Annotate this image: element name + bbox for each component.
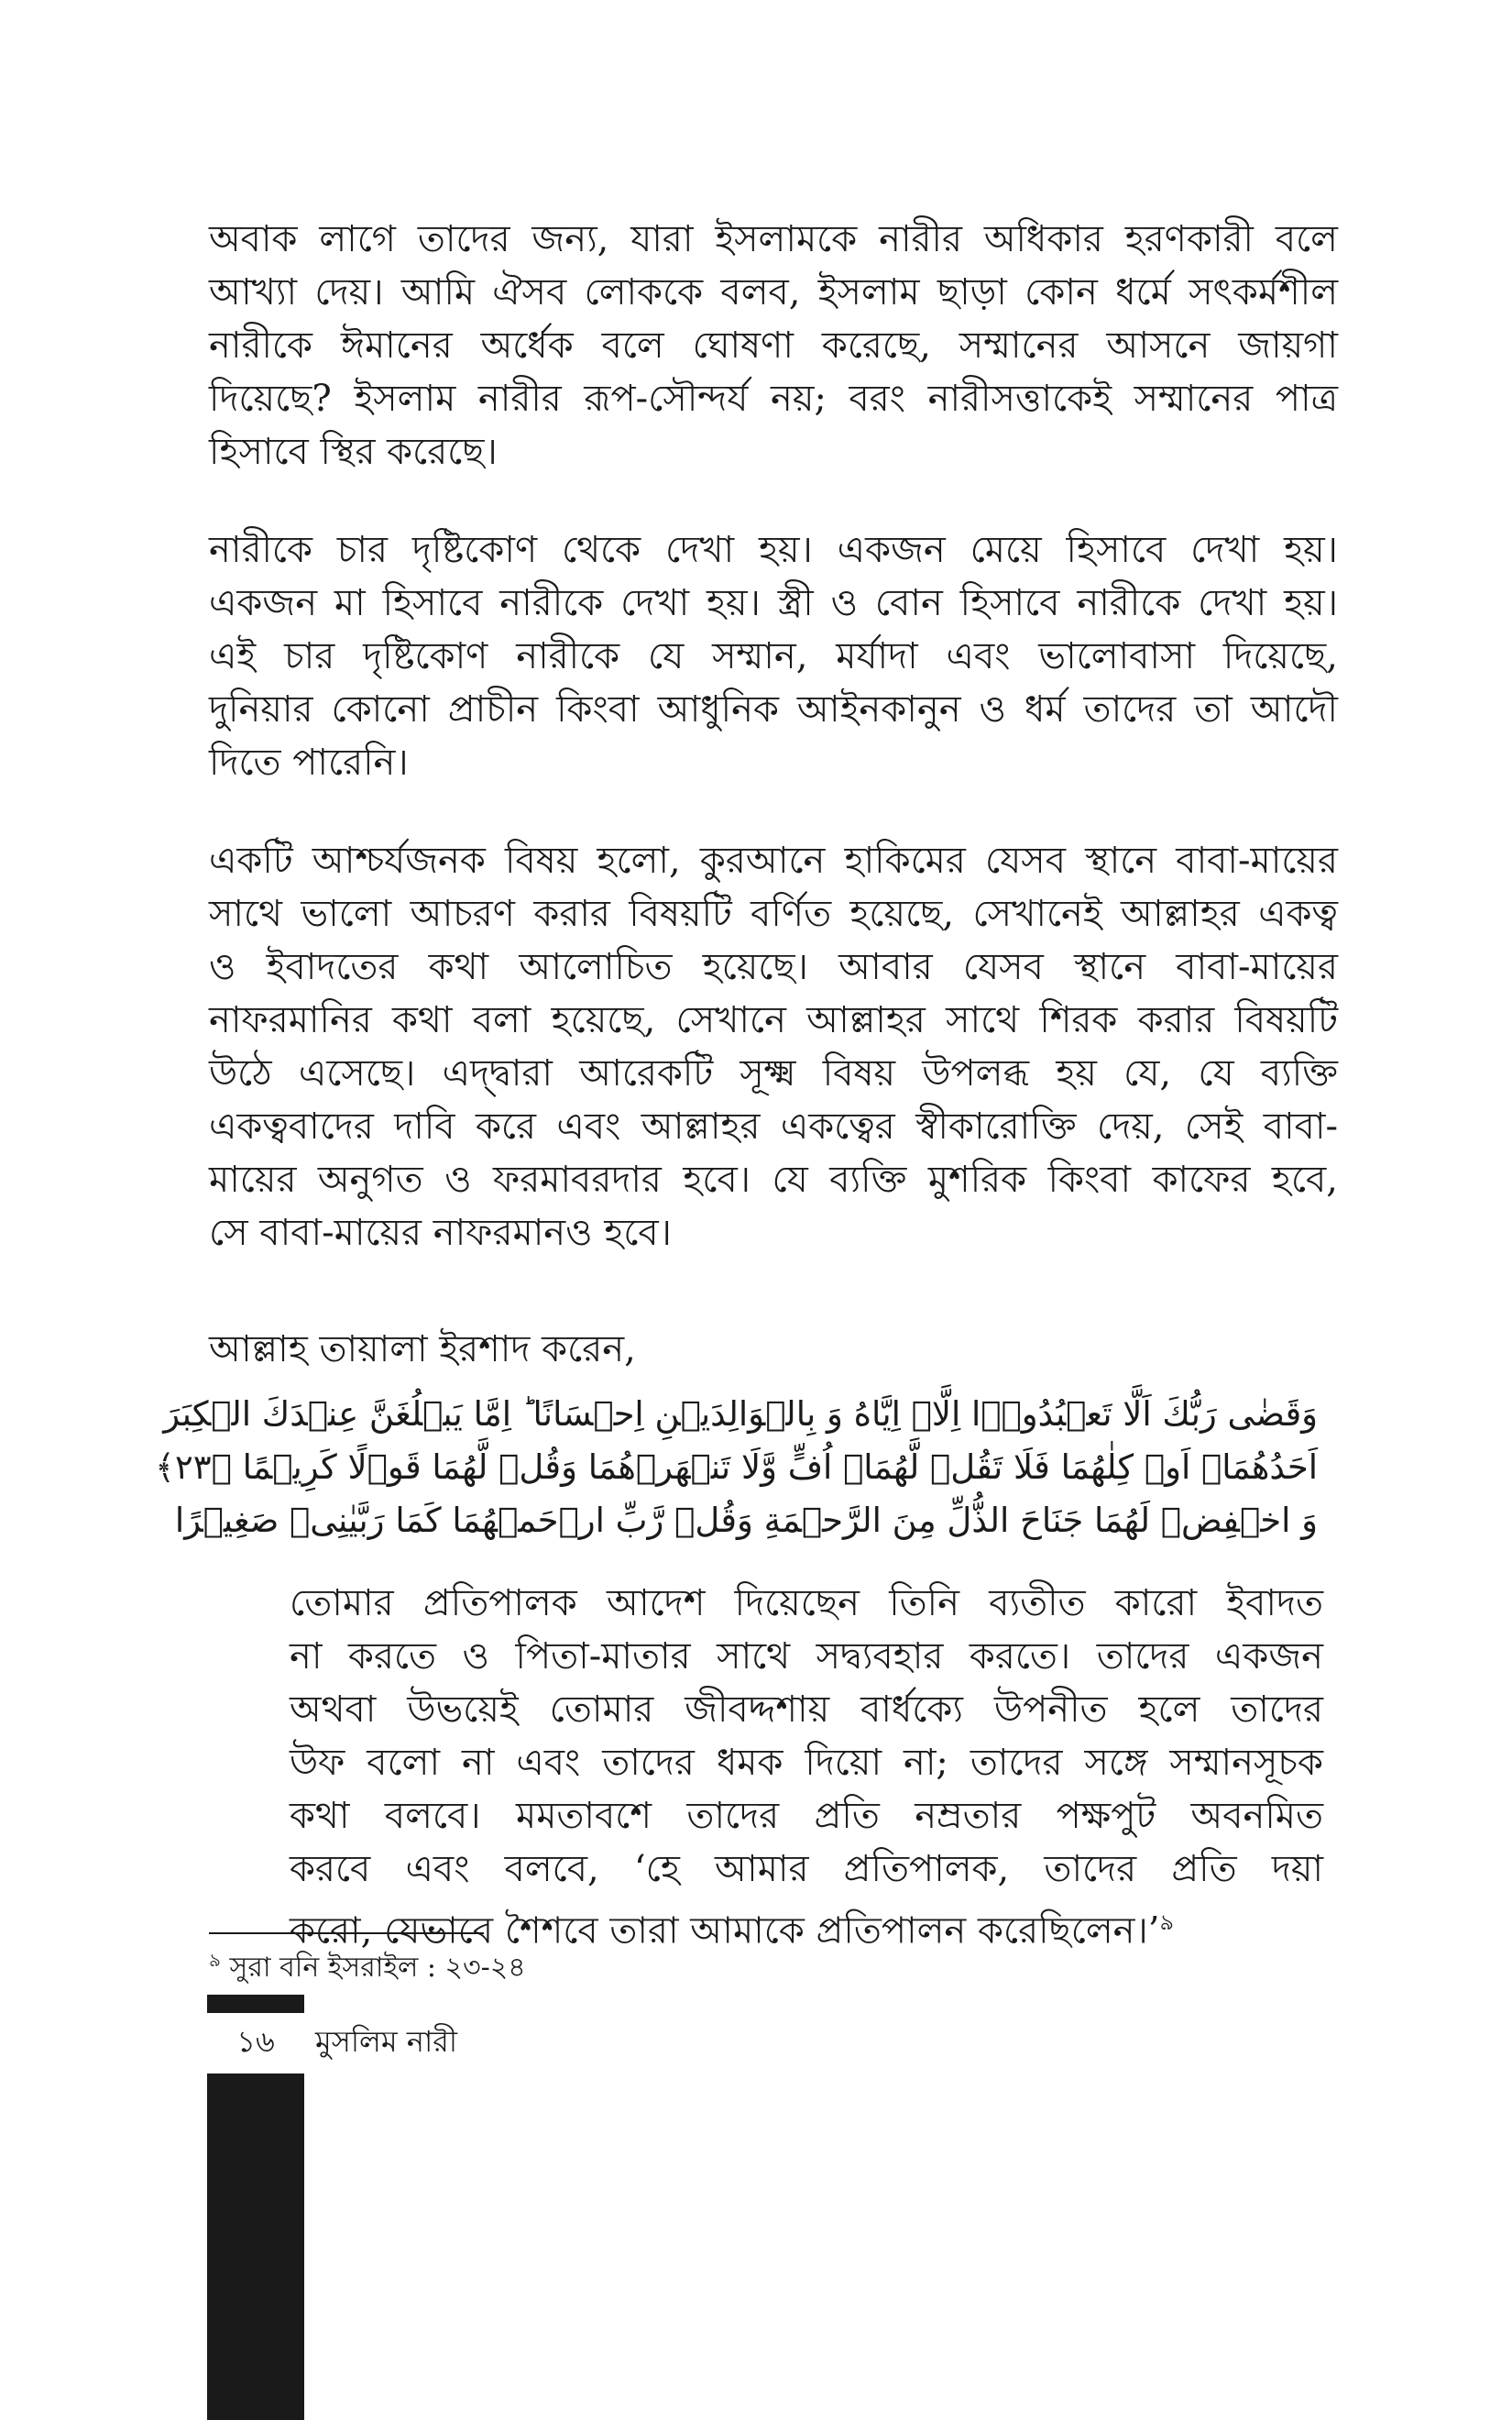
text-line: করবে এবং বলবে, ‘হে আমার প্রতিপালক, তাদের প্রতি দয়া [290, 1848, 1323, 1890]
text-line: কথা বলবে। মমতাবশে তাদের প্রতি নম্রতার পক্ষপুট অবনমিত [290, 1795, 1323, 1837]
text-line: উঠে এসেছে। এদ্দ্বারা আরেকটি সূক্ষ্ম বিষয় উপলব্ধ হয় যে, যে ব্যক্তি [209, 1052, 1338, 1094]
text-line: সাথে ভালো আচরণ করার বিষয়টি বর্ণিত হয়েছে, সেখানেই আল্লাহর একত্ব [209, 893, 1338, 935]
text-line: একটি আশ্চর্যজনক বিষয় হলো, কুরআনে হাকিমের যেসব স্থানে বাবা-মায়ের [209, 840, 1338, 882]
text-line: অবাক লাগে তাদের জন্য, যারা ইসলামকে নারীর অধিকার হরণকারী বলে [209, 218, 1338, 260]
paragraph-2 [209, 523, 1338, 789]
text-line: আখ্যা দেয়। আমি ঐসব লোককে বলব, ইসলাম ছাড়া কোন ধর্মে সৎকর্মশীল [209, 271, 1338, 314]
footnote [209, 1942, 526, 1986]
text-line: দিয়েছে? ইসলাম নারীর রূপ-সৌন্দর্য নয়; বরং নারীসত্তাকেই সম্মানের পাত্র [209, 378, 1338, 420]
paragraph-3 [209, 834, 1338, 1260]
text-line: দিতে পারেনি। [209, 742, 409, 784]
verse-translation [290, 1577, 1323, 1957]
text-line: অথবা উভয়েই তোমার জীবদ্দশায় বার্ধক্যে উপনীত হলে তাদের [290, 1688, 1323, 1731]
verse-line: وَقَضٰى رَبُّكَ اَلَّا تَعۡبُدُوۡۤا اِلَّاۤ اِيَّاهُ وَ بِالۡوَالِدَيۡنِ اِحۡسَانًا ؕ اِمَّا يَبۡلُغَنَّ عِنۡدَكَ الۡكِبَرَ [163, 1394, 1318, 1434]
text-line-content: করো, যেভাবে শৈশবে তারা আমাকে প্রতিপালন করেছিলেন।’ [290, 1909, 1160, 1952]
text-line: নারীকে চার দৃষ্টিকোণ থেকে দেখা হয়। একজন মেয়ে হিসাবে দেখা হয়। [209, 529, 1338, 571]
footnote-marker: ৯ [209, 1949, 221, 1971]
footnote-text: সুরা বনি ইসরাইল : ২৩-২৪ [220, 1952, 526, 1984]
text-line: এই চার দৃষ্টিকোণ নারীকে যে সম্মান, মর্যাদা এবং ভালোবাসা দিয়েছে, [209, 635, 1338, 677]
text-line: আল্লাহ তায়ালা ইরশাদ করেন, [209, 1328, 636, 1370]
text-line: মায়ের অনুগত ও ফরমাবরদার হবে। যে ব্যক্তি মুশরিক কিংবা কাফের হবে, [209, 1159, 1338, 1201]
arabic-verse [155, 1388, 1318, 1547]
verse-intro [209, 1323, 1338, 1376]
text-line: না করতে ও পিতা-মাতার সাথে সদ্ব্যবহার করতে। তাদের একজন [290, 1635, 1323, 1678]
footer-bar-bottom [207, 2074, 304, 2420]
text-line: দুনিয়ার কোনো প্রাচীন কিংবা আধুনিক আইনকানুন ও ধর্ম তাদের তা আদৌ [209, 688, 1338, 731]
paragraph-1 [209, 213, 1338, 478]
footer-bar-top [207, 1995, 304, 2013]
text-line: সে বাবা-মায়ের নাফরমানও হবে। [209, 1212, 672, 1254]
footnote-reference[interactable]: ৯ [1159, 1909, 1175, 1935]
text-line: একজন মা হিসাবে নারীকে দেখা হয়। স্ত্রী ও বোন হিসাবে নারীকে দেখা হয়। [209, 582, 1338, 624]
text-line: হিসাবে স্থির করেছে। [209, 431, 498, 473]
text-line: তোমার প্রতিপালক আদেশ দিয়েছেন তিনি ব্যতীত কারো ইবাদত [290, 1582, 1323, 1624]
text-line: উফ বলো না এবং তাদের ধমক দিয়ো না; তাদের সঙ্গে সম্মানসূচক [290, 1742, 1323, 1784]
running-footer-title: মুসলিম নারী [315, 2024, 457, 2059]
footnote-divider [209, 1932, 484, 1934]
verse-line: اَحَدُهُمَاۤ اَوۡ كِلٰهُمَا فَلَا تَقُلۡ لَّهُمَاۤ اُفٍّ وَّلَا تَنۡهَرۡهُمَا وَقُلۡ لَّهُمَا قَوۡلًا كَرِيۡمًا ﴿۲۳﴾ [155, 1447, 1318, 1487]
page-number: ১৬ [236, 2024, 275, 2059]
text-line: ও ইবাদতের কথা আলোচিত হয়েছে। আবার যেসব স্থানে বাবা-মায়ের [209, 946, 1338, 988]
text-line: নাফরমানির কথা বলা হয়েছে, সেখানে আল্লাহর সাথে শিরক করার বিষয়টি [209, 999, 1338, 1041]
text-line: একত্ববাদের দাবি করে এবং আল্লাহর একত্বের স্বীকারোক্তি দেয়, সেই বাবা- [209, 1106, 1338, 1148]
text-line: নারীকে ঈমানের অর্ধেক বলে ঘোষণা করেছে, সম্মানের আসনে জায়গা [209, 324, 1338, 367]
verse-line: وَ اخۡفِضۡ لَهُمَا جَنَاحَ الذُّلِّ مِنَ الرَّحۡمَةِ وَقُلۡ رَّبِّ ارۡحَمۡهُمَا كَمَا رَبَّيٰنِىۡ صَغِيۡرًا [174, 1501, 1318, 1540]
